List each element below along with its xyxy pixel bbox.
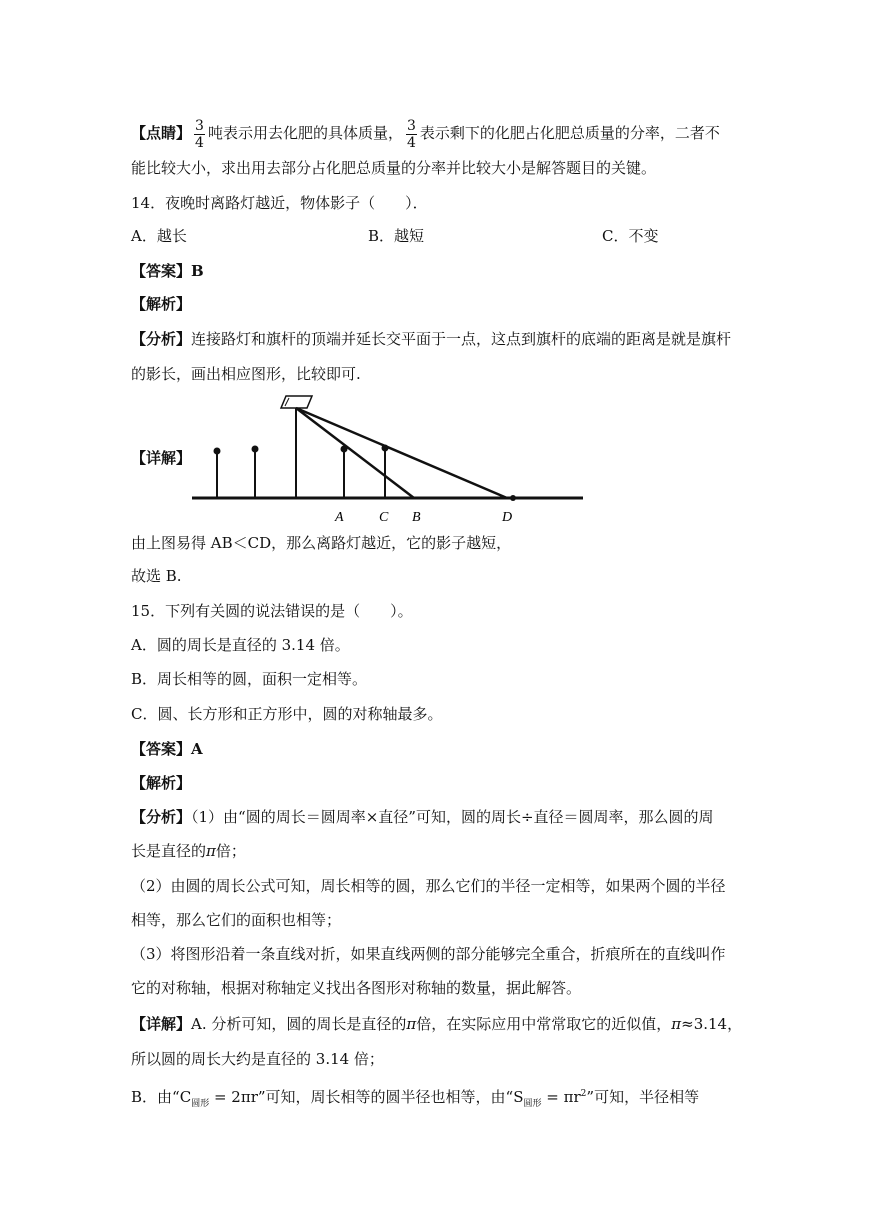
q15-option-b: B．周长相等的圆，面积一定相等。	[131, 670, 368, 688]
q14-conclusion-2: 故选 B.	[131, 567, 182, 585]
q14-fenxi-2: 的影长，画出相应图形，比较即可.	[131, 365, 361, 383]
q15-fenxi-2a: （2）由圆的周长公式可知，周长相等的圆，那么它们的半径一定相等，如果两个圆的半径	[131, 877, 726, 895]
q14-xiangjie: 【详解】	[131, 449, 192, 467]
q14-fenxi-1: 【分析】连接路灯和旗杆的顶端并延长交平面于一点，这点到旗杆的底端的距离是就是旗杆	[131, 330, 732, 348]
q15-xiangjie-b: B．由“$C_{圆形} = 2\pi r$”可知，周长相等的圆半径也相等，由“$S_{圆形} = \pi r^2$”可知，半径相等	[131, 1088, 700, 1109]
ray-to-d	[296, 408, 507, 498]
q15-xiangjie-2: 所以圆的周长大约是直径的 3.14 倍；	[131, 1050, 384, 1068]
q14-answer: 【答案】B	[131, 262, 204, 280]
q15-option-a: A．圆的周长是直径的 3.14 倍。	[131, 636, 350, 654]
label-c: C	[379, 510, 389, 524]
lamp-icon	[281, 396, 312, 408]
q15-jiexi: 【解析】	[131, 774, 192, 792]
shadow-diagram	[180, 392, 590, 524]
q15-fenxi-2b: 相等，那么它们的面积也相等；	[131, 911, 342, 929]
q14-option-b: B．越短	[368, 227, 425, 245]
q15-fenxi-3b: 它的对称轴，根据对称轴定义找出各图形对称轴的数量，据此解答。	[131, 979, 582, 997]
label-d: D	[502, 510, 513, 524]
dianjing-line-2: 能比较大小，求出用去部分占化肥总质量的分率并比较大小是解答题目的关键。	[131, 159, 657, 177]
post-1-top	[214, 448, 221, 455]
fraction-three-quarters: $\frac{3}{4}$	[195, 117, 204, 151]
dianjing-tag: 【点睛】	[131, 124, 192, 142]
q15-xiangjie-1: 【详解】A. 分析可知，圆的周长是直径的π倍，在实际应用中常常取它的近似值，π≈3.14，	[131, 1015, 743, 1033]
q15-fenxi-1b: 长是直径的π倍；	[131, 842, 246, 860]
dianjing-line-1: 【点睛】 $\frac{3}{4}$ 吨表示用去化肥的具体质量， $\frac{3}{4}$ 表示剩下的化肥占化肥总质量的分率，二者不	[131, 117, 720, 151]
post-2-top	[252, 446, 259, 453]
q15-answer: 【答案】A	[131, 740, 203, 758]
q14-option-a: A．越长	[131, 227, 187, 245]
q15-fenxi-1a: 【分析】（1）由“圆的周长＝圆周率×直径”可知，圆的周长÷直径＝圆周率，那么圆的周	[131, 808, 714, 826]
ray-to-b	[296, 408, 414, 498]
q14-stem: 14．夜晚时离路灯越近，物体影子（ ）．	[131, 194, 428, 212]
q15-stem: 15．下列有关圆的说法错误的是（ ）。	[131, 602, 413, 620]
q14-jiexi: 【解析】	[131, 295, 192, 313]
q14-conclusion-1: 由上图易得 AB＜CD，那么离路灯越近，它的影子越短，	[131, 534, 512, 552]
q14-option-c: C．不变	[602, 227, 659, 245]
fraction-three-quarters-2: $\frac{3}{4}$	[406, 117, 416, 151]
q15-option-c: C．圆、长方形和正方形中，圆的对称轴最多。	[131, 705, 443, 723]
label-b: B	[412, 510, 421, 524]
q15-fenxi-3a: （3）将图形沿着一条直线对折，如果直线两侧的部分能够完全重合，折痕所在的直线叫作	[131, 945, 726, 963]
label-a: A	[335, 510, 344, 524]
